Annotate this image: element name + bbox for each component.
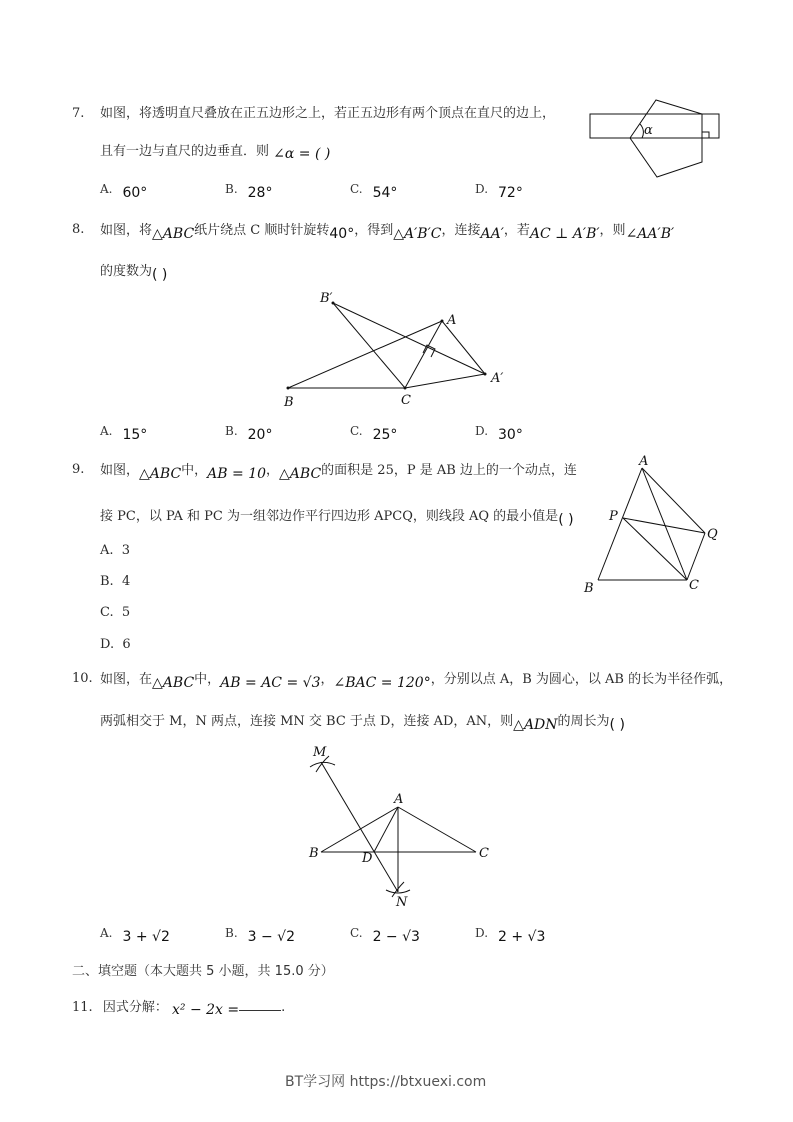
option-value: 30° <box>498 427 523 443</box>
answer-bracket: ( ) <box>609 717 625 733</box>
text: ，连接 <box>441 223 481 238</box>
svg-text:M: M <box>313 745 327 760</box>
q9-number: 9. <box>72 462 85 477</box>
svg-text:B: B <box>309 846 319 861</box>
option-label: B. <box>225 926 238 940</box>
q7-stem-text: 且有一边与直尺的边垂直．则 <box>100 144 270 159</box>
text: 如图，将 <box>100 223 153 238</box>
text: ， <box>320 672 334 687</box>
math-angle: ∠BAC = 120° <box>333 675 431 691</box>
option-value: 2 − √3 <box>372 929 420 945</box>
option-label: D. <box>475 182 489 196</box>
q10-number: 10. <box>72 671 93 686</box>
text: 中， <box>181 463 208 478</box>
q10-option-d[interactable] <box>475 922 546 945</box>
q11-line <box>72 998 285 1016</box>
option-value: 6 <box>122 637 131 652</box>
math-perp: AC ⊥ A′B′ <box>529 226 600 242</box>
math-segment: AA′ <box>480 226 504 242</box>
svg-text:A: A <box>447 313 457 328</box>
math-triangle: △ADN <box>513 717 558 733</box>
option-label: C. <box>100 605 114 620</box>
text: 如图，在 <box>100 672 153 687</box>
option-value: 20° <box>247 427 273 443</box>
svg-text:α: α <box>644 123 653 138</box>
option-value: 5 <box>121 605 131 620</box>
text: 两弧相交于 M，N 两点，连接 MN 交 BC 于点 D，连接 AD，AN，则 <box>100 714 514 729</box>
text: ， <box>266 463 280 478</box>
text: 接 PC，以 PA 和 PC 为一组邻边作平行四边形 APCQ，则线段 AQ 的最小值是 <box>100 509 559 524</box>
section-heading-fill-in: 二、填空题（本大题共 5 小题，共 15.0 分） <box>72 964 334 979</box>
option-value: 72° <box>498 185 523 201</box>
math-triangle: △ABC <box>152 675 195 691</box>
text: 中， <box>194 672 221 687</box>
option-label: A. <box>100 424 113 438</box>
math-angle: 40° <box>329 226 355 242</box>
option-value: 54° <box>372 185 398 201</box>
svg-text:Q: Q <box>707 527 718 542</box>
option-label: D. <box>475 424 489 438</box>
q11-answer-blank[interactable] <box>239 998 281 1011</box>
option-label: A. <box>100 926 113 940</box>
svg-text:P: P <box>609 509 618 524</box>
q11-expression: x² − 2x = <box>171 1002 240 1018</box>
math-equation: AB = 10 <box>207 466 267 482</box>
answer-bracket: ( ) <box>558 512 574 528</box>
q10-option-a[interactable] <box>100 922 170 945</box>
q11-stem: 因式分解： <box>102 1000 168 1015</box>
option-value: 25° <box>372 427 398 443</box>
option-label: A. <box>100 182 113 196</box>
option-value: 28° <box>247 185 273 201</box>
math-triangle: △A′B′C <box>393 226 442 242</box>
svg-text:N: N <box>396 895 408 910</box>
math-triangle: △ABC <box>152 226 195 242</box>
option-value: 15° <box>122 427 148 443</box>
option-value: 3 + √2 <box>122 929 170 945</box>
text: 的度数为 <box>100 264 153 279</box>
q11-period: . <box>281 1000 286 1015</box>
svg-text:A′: A′ <box>491 371 504 386</box>
q10-option-b[interactable] <box>225 922 296 945</box>
option-label: B. <box>225 182 238 196</box>
option-label: C. <box>350 926 363 940</box>
option-label: B. <box>225 424 238 438</box>
q7-number: 7. <box>72 106 85 121</box>
option-label: B. <box>100 574 114 589</box>
text: 纸片绕点 C 顺时针旋转 <box>194 223 330 238</box>
text: 的面积是 25，P 是 AB 边上的一个动点，连 <box>321 463 577 478</box>
svg-text:C: C <box>689 578 699 593</box>
option-value: 3 − √2 <box>247 929 296 945</box>
text: ，得到 <box>354 223 394 238</box>
q7-angle-expression: ∠α = ( ) <box>273 146 331 162</box>
text: ，若 <box>503 223 530 238</box>
text: 如图， <box>100 463 140 478</box>
option-value: 60° <box>122 185 148 201</box>
svg-text:C: C <box>401 393 411 408</box>
option-label: D. <box>100 637 115 652</box>
q8-number: 8. <box>72 222 85 237</box>
option-value: 2 + √3 <box>498 929 546 945</box>
svg-text:A: A <box>394 792 404 807</box>
q10-options <box>100 922 560 945</box>
option-label: A. <box>100 543 114 558</box>
text: 的周长为 <box>557 714 610 729</box>
q7-stem-line1: 如图，将透明直尺叠放在正五边形之上，若正五边形有两个顶点在直尺的边上， <box>100 106 556 121</box>
svg-text:D: D <box>362 851 373 866</box>
math-angle: ∠AA′B′ <box>625 226 675 242</box>
footer-watermark: BT学习网 https://btxuexi.com <box>285 1074 487 1090</box>
text: ，则 <box>599 223 626 238</box>
svg-text:B: B <box>584 581 594 596</box>
option-label: D. <box>475 926 489 940</box>
option-label: C. <box>350 182 363 196</box>
q11-number: 11. <box>72 1000 93 1015</box>
q10-option-c[interactable] <box>350 922 420 945</box>
option-value: 4 <box>121 574 131 589</box>
math-triangle: △ABC <box>139 466 182 482</box>
option-label: C. <box>350 424 363 438</box>
math-equation: AB = AC = √3 <box>220 675 321 691</box>
svg-text:B: B <box>284 395 294 410</box>
svg-text:A: A <box>639 454 649 469</box>
svg-text:C: C <box>479 846 489 861</box>
text: ，分别以点 A，B 为圆心，以 AB 的长为半径作弧， <box>430 672 733 687</box>
svg-text:B′: B′ <box>320 291 333 306</box>
math-triangle: △ABC <box>279 466 322 482</box>
answer-bracket: ( ) <box>152 267 168 283</box>
option-value: 3 <box>121 543 131 558</box>
